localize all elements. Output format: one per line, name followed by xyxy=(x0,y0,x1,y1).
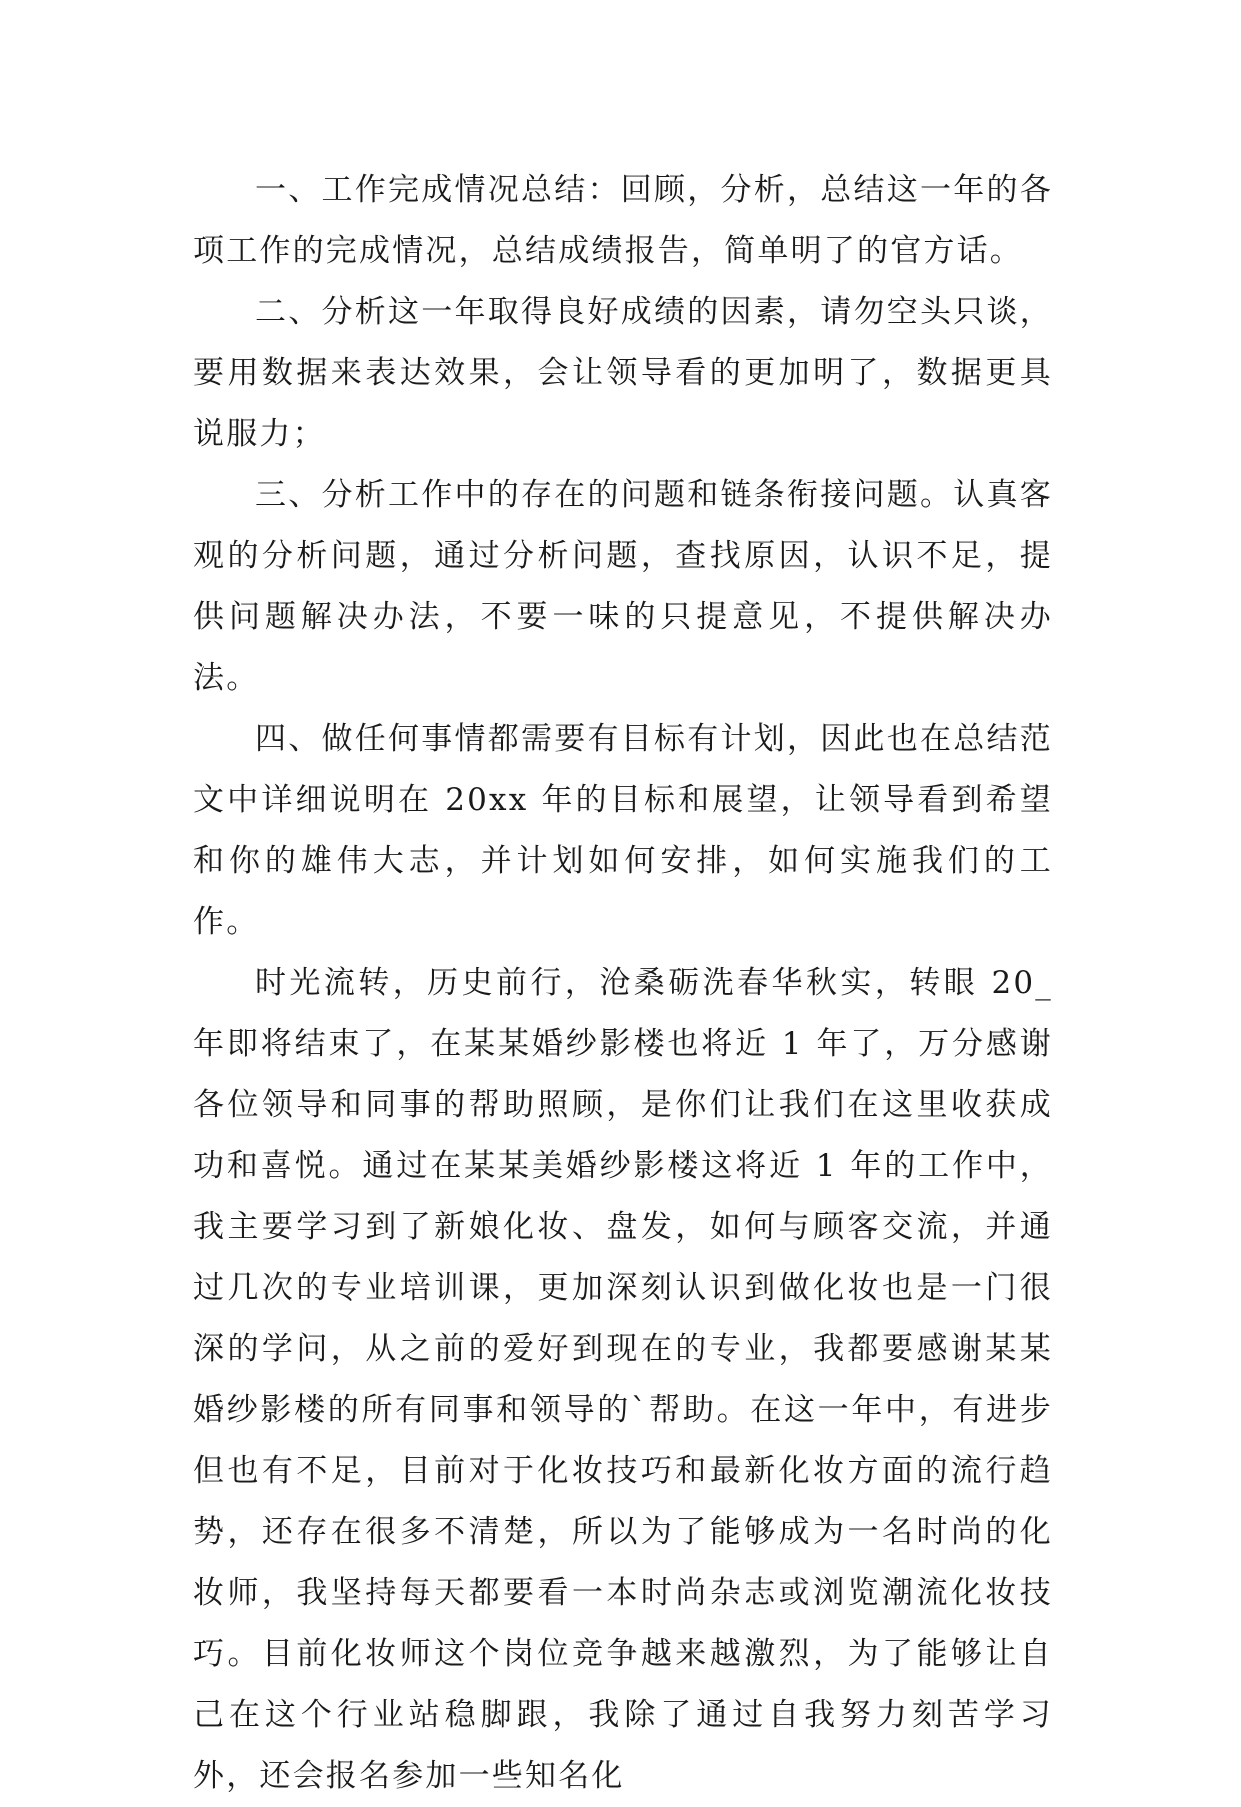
paragraph-problem-analysis: 三、分析工作中的存在的问题和链条衔接问题。认真客观的分析问题，通过分析问题，查找原因，认识不足，提供问题解决办法，不要一味的只提意见，不提供解决办法。 xyxy=(193,477,1053,696)
paragraph-work-summary: 一、工作完成情况总结：回顾，分析，总结这一年的各项工作的完成情况，总结成绩报告，简单明了的官方话。 xyxy=(193,172,1053,269)
paragraph-goals-plan: 四、做任何事情都需要有目标有计划，因此也在总结范文中详细说明在 20xx 年的目标和展望，让领导看到希望和你的雄伟大志，并计划如何安排，如何实施我们的工作。 xyxy=(193,721,1053,940)
paragraph-personal-summary: 时光流转，历史前行，沧桑砺洗春华秋实，转眼 20_年即将结束了，在某某婚纱影楼也将近 1 年了，万分感谢各位领导和同事的帮助照顾，是你们让我们在这里收获成功和喜悦。通过在某某美婚纱影楼这将近 1 年的工作中，我主要学习到了新娘化妆、盘发，如何与顾客交流，并通过几次的专业培训课，更加深刻认识到做化妆也是一门很深的学问，从之前的爱好到现在的专业，我都要感谢某某婚纱影楼的所有同事和领导的`帮助。在这一年中，有进步但也有不足，目前对于化妆技巧和最新化妆方面的流行趋势，还存在很多不清楚，所以为了能够成为一名时尚的化妆师，我坚持每天都要看一本时尚杂志或浏览潮流化妆技巧。目前化妆师这个岗位竞争越来越激烈，为了能够让自己在这个行业站稳脚跟，我除了通过自我努力刻苦学习外，还会报名参加一些知名化 xyxy=(193,965,1053,1794)
document-body xyxy=(193,160,1053,1807)
paragraph-success-factors: 二、分析这一年取得良好成绩的因素，请勿空头只谈，要用数据来表达效果，会让领导看的更加明了，数据更具说服力； xyxy=(193,294,1053,452)
